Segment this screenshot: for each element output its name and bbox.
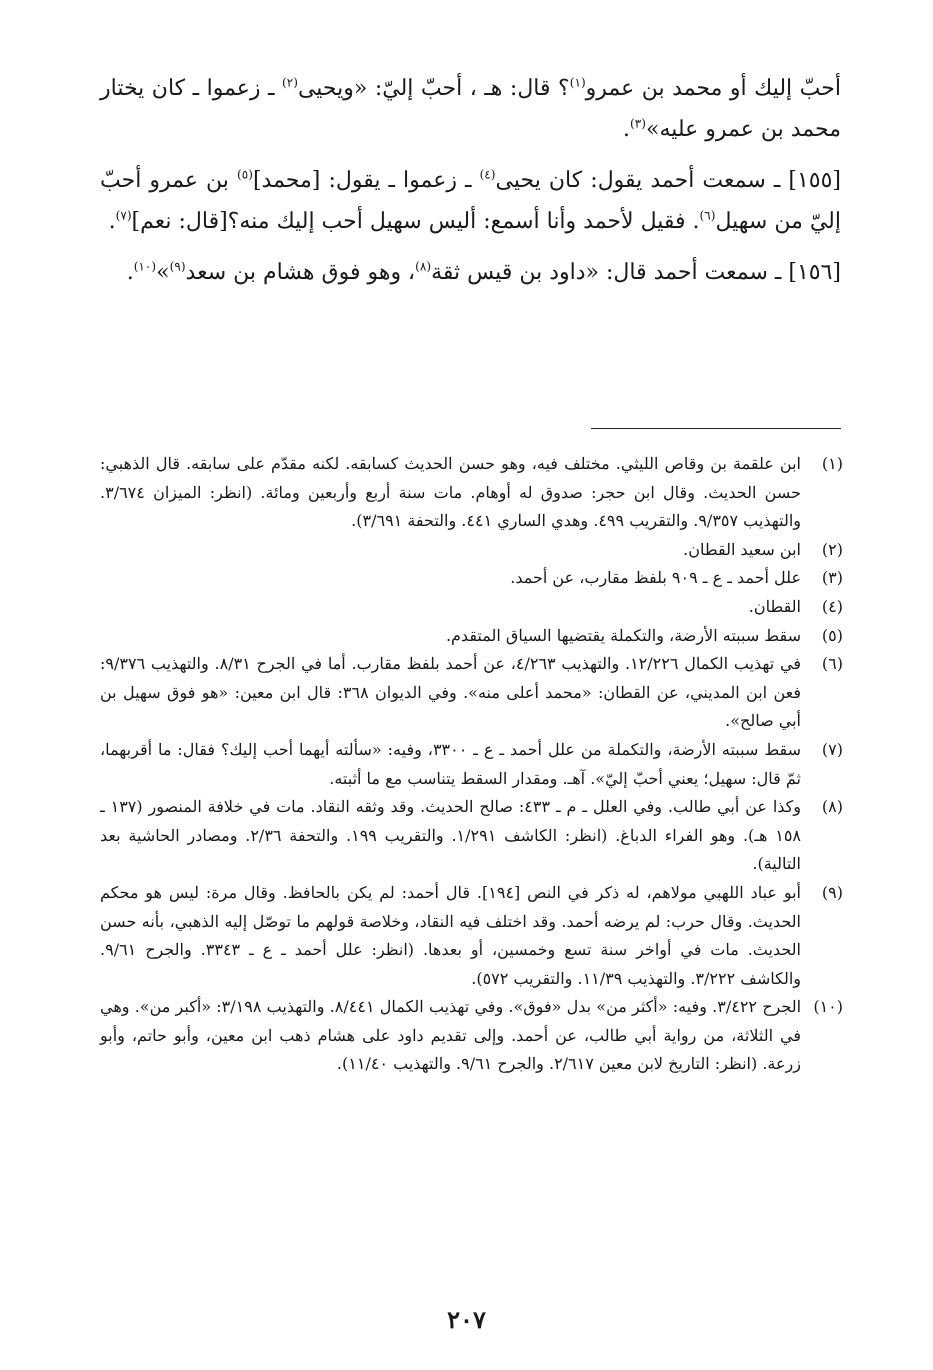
text-run: ـ زعموا ـ كان يختار محمد بن عمرو عليه» [100, 76, 841, 142]
text-run: ـ زعموا ـ يقول: [محمد] [252, 168, 480, 193]
footnote-ref: (٦) [699, 208, 716, 223]
paragraph-156 [100, 252, 841, 293]
text-run: . [108, 209, 116, 234]
footnote-number: (٨) [821, 797, 843, 817]
footnote-3 [100, 564, 843, 593]
footnote-number: (١) [821, 454, 843, 473]
footnote-separator [591, 428, 841, 429]
text-run: أحبّ إليك أو محمد بن عمرو [585, 76, 841, 101]
footnote-ref: (٧) [115, 208, 132, 223]
footnote-ref: (٤) [479, 167, 496, 182]
footnote-8 [100, 793, 843, 879]
text-run: بن عمرو أحبّ إليّ من سهيل [100, 168, 841, 234]
footnote-2 [100, 536, 843, 565]
footnote-10 [100, 993, 843, 1079]
footnote-text: ابن سعيد القطان. [683, 539, 801, 559]
text-run: [١٥٦] ـ سمعت أحمد قال: «داود بن قيس ثقة [431, 260, 841, 285]
footnote-number: (٢) [821, 539, 843, 559]
footnote-number: (٤) [821, 596, 843, 616]
footnote-ref: (٢) [282, 75, 298, 90]
footnote-number: (٩) [821, 882, 843, 902]
text-run: . فقيل لأحمد وأنا أسمع: أليس سهيل أحب إليك منه؟[قال: نعم] [131, 209, 700, 234]
footnote-ref: (٩) [169, 259, 186, 274]
footnote-text: القطان. [748, 596, 801, 616]
page-number: ٢٠٧ [447, 1305, 486, 1334]
paragraph-1 [100, 68, 841, 150]
text-run: . [623, 117, 631, 142]
footnote-text: ابن علقمة بن وقاص الليثي. مختلف فيه، وهو حسن الحديث كسابقه. لكنه مقدّم على سابقه. قال الذهبي: حسن الحديث. وقال ابن حجر: صدوق له أوهام. مات سنة أربع وأربعين ومائة. (انظر: الميزان ٣/٦٧٤. والتهذيب ٩/٣٥٧. والتقريب ٤٩٩. وهدي الساري ٤٤١. والتحفة ٣/٦٩١). [100, 454, 801, 531]
footnote-number: (٧) [821, 739, 843, 759]
footnote-text: سقط سببته الأرضة، والتكملة يقتضيها السياق المتقدم. [445, 625, 801, 645]
footnote-ref: (١) [569, 75, 586, 90]
footnote-ref: (١٠) [133, 259, 157, 274]
footnote-number: (١٠) [813, 997, 843, 1017]
text-run: ؟ قال: هـ ، أحبّ إليّ: «ويحيى [297, 76, 570, 101]
text-run: » [156, 260, 170, 285]
footnote-7 [100, 736, 843, 793]
footnote-ref: (٨) [415, 259, 432, 274]
paragraph-155 [100, 160, 841, 242]
footnote-number: (٣) [821, 568, 843, 588]
footnote-text: الجرح ٣/٤٢٢. وفيه: «أكثر من» بدل «فوق». وفي تهذيب الكمال ٨/٤٤١. والتهذيب ٣/١٩٨: «أكبر من». وهي في الثلاثة، من رواية أبي طالب، عن أحمد. وإلى تقديم داود على هشام ذهب ابن معين، وأبو حاتم، وأبو زرعة. (انظر: التاريخ لابن معين ٢/٦١٧. والجرح ٩/٦١. والتهذيب ١١/٤٠). [100, 997, 802, 1074]
main-text [100, 68, 841, 303]
footnote-1 [100, 450, 843, 536]
footnote-number: (٦) [821, 654, 843, 674]
footnote-text: سقط سببته الأرضة، والتكملة من علل أحمد ـ ع ـ ٣٣٠٠، وفيه: «سألته أيهما أحب إليك؟ فقال: ما أقربهما، ثمّ قال: سهيل؛ يعني أحبّ إليّ». آهـ. ومقدار السقط يتناسب مع ما أثبته. [100, 739, 801, 788]
footnote-text: وكذا عن أبي طالب. وفي العلل ـ م ـ ٤٣٣: صالح الحديث. وقد وثقه النقاد. مات في خلافة المنصور (١٣٧ ـ ١٥٨ هـ). وهو الفراء الدباغ. (انظر: الكاشف ١/٢٩١. والتقريب ١٩٩. والتحفة ٢/٣٦. ومصادر الحاشية بعد التالية). [100, 797, 802, 874]
footnote-text: علل أحمد ـ ع ـ ٩٠٩ بلفظ مقارب، عن أحمد. [510, 568, 801, 588]
text-run: ، وهو فوق هشام بن سعد [185, 260, 416, 285]
footnote-4 [100, 593, 843, 622]
text-run: . [126, 260, 134, 285]
footnote-ref: (٣) [630, 116, 646, 131]
footnote-ref: (٥) [237, 167, 253, 182]
footnote-9 [100, 879, 843, 993]
footnote-number: (٥) [821, 625, 843, 645]
footnote-6 [100, 650, 843, 736]
footnote-5 [100, 622, 843, 651]
footnotes [100, 450, 843, 1079]
footnote-text: في تهذيب الكمال ١٢/٢٢٦. والتهذيب ٤/٢٦٣، عن أحمد بلفظ مقارب. أما في الجرح ٨/٣١. والتهذيب ٩/٣٧٦: فعن ابن المديني، عن القطان: «محمد أعلى منه». وفي الديوان ٣٦٨: قال ابن معين: «هو فوق سهيل بن أبي صالح». [100, 654, 802, 731]
footnote-text: أبو عباد اللهبي مولاهم، له ذكر في النص [١٩٤]. قال أحمد: لم يكن بالحافظ. وقال مرة: ليس هو محكم الحديث. وقال حرب: لم يرضه أحمد. وقد اختلف فيه النقاد، وخلاصة قولهم ما توصّل إليه الذهبي، بأنه حسن الحديث. مات في أواخر سنة تسع وخمسين، أو بعدها. (انظر: علل أحمد ـ ع ـ ٣٣٤٣. والجرح ٩/٦١. والكاشف ٣/٢٢٢. والتهذيب ١١/٣٩. والتقريب ٥٧٢). [100, 882, 802, 988]
text-run: [١٥٥] ـ سمعت أحمد يقول: كان يحيى [495, 168, 841, 193]
